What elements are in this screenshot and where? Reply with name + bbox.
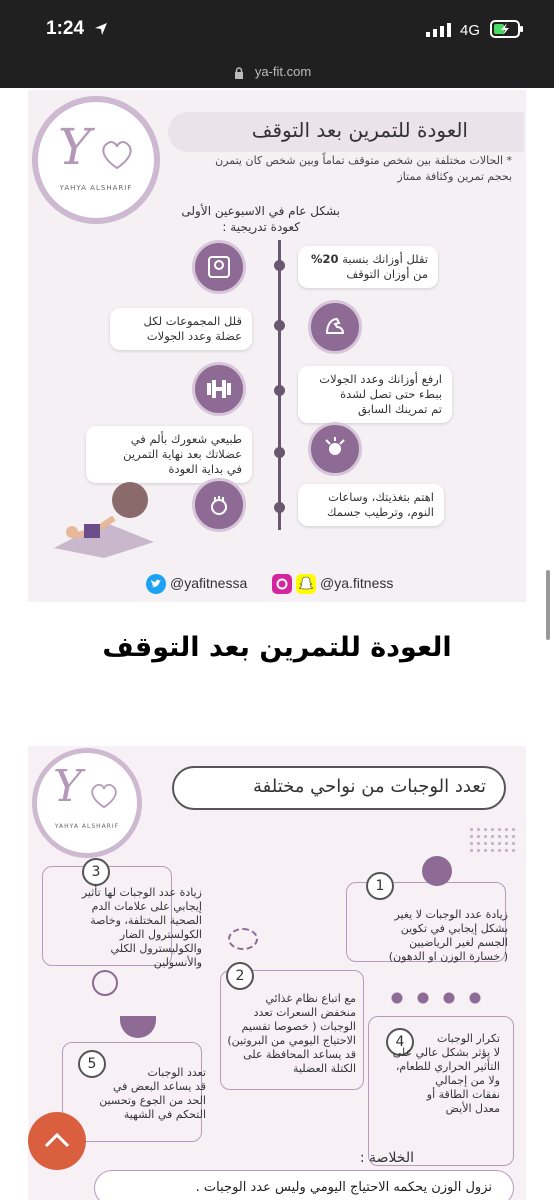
logo-circle-2 [32,748,142,858]
point-2-line4: الاحتياج اليومي من البروتين) [227,1034,356,1047]
point-5-number: 5 [78,1050,106,1078]
point-5-text [60,1066,206,1122]
point-4-line6: معدل الأيض [445,1102,500,1115]
timeline-dot [274,260,285,271]
signal-icon [426,23,454,37]
point-3-text [28,886,202,970]
status-bar [0,0,554,60]
timeline-dot [274,320,285,331]
summary-title: الخلاصة : [359,1150,414,1166]
twitter-icon[interactable] [146,574,166,594]
heart-logo-icon-2 [89,783,119,809]
step-1-line2: من أوزان التوقف [346,267,428,281]
logo-text-2: YAHYA ALSHARIF [54,823,120,830]
step-5-line2: النوم، وترطيب جسمك [327,505,434,519]
clock: 1:24 [46,18,85,39]
point-2-line5: قد يساعد المحافظة على [243,1048,356,1061]
exercise-illustration [44,478,154,558]
step-1-line1: تقلل أوزانك بنسبة [342,252,428,266]
point-3-line2: إيجابي على علامات الدم [91,900,202,913]
infographic-title: العودة للتمرين بعد التوقف [251,118,468,142]
point-4-line3: التأثير الحراري للطعام، [395,1060,500,1073]
point-1-line1: زيادة عدد الوجبات لا يغير [394,908,508,921]
point-3-number: 3 [82,858,110,886]
pain-icon [308,422,362,476]
step-3-text [298,366,452,423]
step-2-line1: قلل المجموعات لكل [143,314,242,328]
point-4-number: 4 [386,1028,414,1056]
step-4-line1: طبيعي شعورك بألم في [130,432,242,446]
lock-icon [234,67,244,79]
network-label: 4G [460,22,481,39]
scale-icon [192,240,246,294]
point-5-line3: الحد من الجوع وتحسين [99,1094,206,1107]
intro-line-2: كعودة تدريجية : [222,220,300,234]
note-line-1: * الحالات مختلفة بين شخص متوقف تماماً وبين شخص كان يتمرن [215,154,512,167]
point-2-line2: منخفض السعرات تعدد [253,1006,356,1019]
step-4-line2: عضلاتك بعد نهاية التمرين [123,447,242,461]
point-2-line6: الكتلة العضلية [293,1062,356,1075]
gears-icon [228,928,258,950]
step-1-percent: 20% [310,252,339,266]
point-3-line4: الكولسترول الضار [119,928,202,941]
salad-icon [120,1016,156,1038]
location-arrow-icon [94,22,108,36]
intro-line-1: بشكل عام في الاسبوعين الأولى [181,204,340,218]
point-1-text [340,908,508,964]
timeline-dot [274,447,285,458]
battery-charging-icon [490,20,524,38]
point-5-line4: التحكم في الشهية [123,1108,206,1121]
dumbbell-icon [192,362,246,416]
point-2-number: 2 [226,962,254,990]
scroll-top-button[interactable] [28,1112,86,1170]
plates-icon [384,988,488,1008]
snapchat-icon[interactable] [296,574,316,594]
step-4-line3: في بداية العودة [168,462,242,476]
logo-mark-2: Y [53,761,83,812]
heart-logo-icon [100,140,134,170]
plate-icon-1 [422,856,452,886]
point-3-line3: الصحية المختلفة، وخاصة [90,914,202,927]
step-5-line1: اهتم بتغذيتك، وساعات [328,490,434,504]
point-4-line2: لا يؤثر بشكل عالي على [392,1046,500,1059]
point-4-line1: تكرار الوجبات [437,1032,500,1045]
twitter-handle[interactable]: @yafitnessa [170,575,248,591]
article-heading: العودة للتمرين بعد التوقف [102,632,452,663]
muscle-icon [308,300,362,354]
infographic-return-to-training [28,90,526,602]
url-text: ya-fit.com [254,64,312,79]
point-1-number: 1 [366,872,394,900]
point-4-line5: نفقات الطاقة أو [426,1088,500,1101]
step-2-text [110,308,252,350]
point-2-line1: مع اتباع نظام غذائي [265,992,356,1005]
point-1-line2: بشكل إيجابي في تكوين [400,922,508,935]
step-3-line3: تم تمرينك السابق [358,402,442,416]
infographic-meal-frequency [28,746,526,1200]
point-3-line1: زيادة عدد الوجبات لها تأثير [81,886,202,899]
point-5-line2: قد يساعد البعض في [112,1080,206,1093]
step-3-line1: ارفع أوزانك وعدد الجولات [319,372,442,386]
note-line-2: بحجم تمرين وكثافة ممتاز [397,170,512,183]
dot-grid [468,826,518,856]
url-bar[interactable] [0,60,554,88]
instagram-icon[interactable] [272,574,292,594]
logo-circle [32,96,160,224]
timeline-dot [274,502,285,513]
scrollbar[interactable] [546,570,550,640]
food-icon [192,478,246,532]
chevron-up-icon [42,1128,72,1152]
logo-text: YAHYA ALSHARIF [59,184,133,192]
logo-mark: Y [58,118,92,176]
step-1-text [298,246,438,288]
point-2-text [200,992,356,1076]
summary-text: نزول الوزن يحكمه الاحتياج اليومي وليس عدد الوجبات . [195,1180,492,1195]
step-5-text [298,484,444,526]
point-1-line3: الجسم لغير الرياضيين [409,936,508,949]
point-2-line3: الوجبات ( خصوصا تقسيم [241,1020,356,1033]
step-3-line2: ببطء حتى تصل لشدة [340,387,442,401]
point-3-line5: والكوليسترول الكلي [110,942,202,955]
point-3-line6: والأنسولين [153,956,202,969]
step-2-line2: عضلة وعدد الجولات [146,329,242,343]
point-4-line4: ولا من إجمالي [435,1074,500,1087]
clock-icon [92,970,118,996]
timeline-dot [274,385,285,396]
point-1-line4: ( خسارة الوزن او الدهون) [388,950,508,963]
step-4-text [86,426,252,483]
point-5-line1: تعدد الوجبات [147,1066,206,1079]
snapchat-handle[interactable]: @ya.fitness [320,575,394,591]
point-4-text [344,1032,500,1116]
infographic2-title: تعدد الوجبات من نواحي مختلفة [252,776,486,797]
